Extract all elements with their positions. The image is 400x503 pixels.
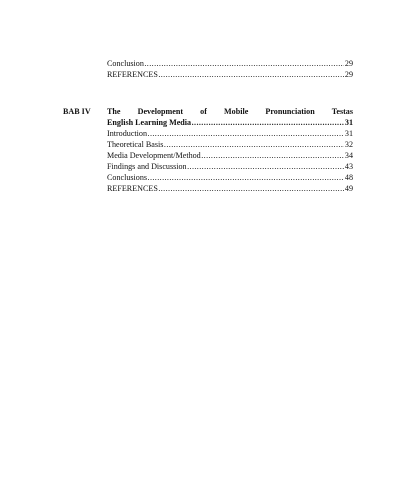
toc-entry-introduction[interactable] — [107, 128, 353, 139]
toc-entry-label: Conclusions — [107, 173, 148, 182]
dot-leader — [187, 161, 344, 172]
dot-leader — [158, 69, 344, 80]
toc-entry-page: 48 — [344, 173, 353, 182]
dot-leader — [192, 117, 345, 128]
dot-leader — [158, 183, 344, 194]
toc-entry-page: 49 — [344, 184, 353, 193]
toc-entry-label: REFERENCES — [107, 184, 158, 193]
toc-entry-page: 29 — [344, 70, 353, 79]
toc-entry-page: 32 — [344, 140, 353, 149]
toc-entry-label: Findings and Discussion — [107, 162, 187, 171]
toc-entry-theoretical-basis[interactable] — [107, 139, 353, 150]
chapter-number: BAB IV — [63, 107, 91, 116]
toc-entry-references[interactable] — [107, 183, 353, 194]
toc-entry-label: Conclusion — [107, 59, 144, 68]
toc-entry-findings[interactable] — [107, 161, 353, 172]
toc-entry-references[interactable] — [107, 69, 353, 80]
chapter-title-line2: English Learning Media — [107, 118, 192, 127]
chapter-page: 31 — [344, 118, 353, 127]
dot-leader — [164, 139, 344, 150]
toc-entry-chapter-title[interactable] — [107, 117, 353, 128]
toc-entry-page: 29 — [344, 59, 353, 68]
dot-leader — [201, 150, 344, 161]
toc-entry-page: 34 — [344, 151, 353, 160]
toc-entry-conclusion[interactable] — [107, 58, 353, 69]
dot-leader — [144, 58, 344, 69]
dot-leader — [148, 172, 345, 183]
toc-entry-label: REFERENCES — [107, 70, 158, 79]
dot-leader — [148, 128, 345, 139]
toc-entry-page: 31 — [344, 129, 353, 138]
toc-entry-conclusions[interactable] — [107, 172, 353, 183]
toc-entry-label: Theoretical Basis — [107, 140, 164, 149]
toc-entry-media-development[interactable] — [107, 150, 353, 161]
toc-entry-label: Media Development/Method — [107, 151, 201, 160]
chapter-title-line1[interactable]: The Development of Mobile Pronunciation Testas — [107, 107, 353, 116]
toc-entry-page: 43 — [344, 162, 353, 171]
toc-entry-label: Introduction — [107, 129, 148, 138]
